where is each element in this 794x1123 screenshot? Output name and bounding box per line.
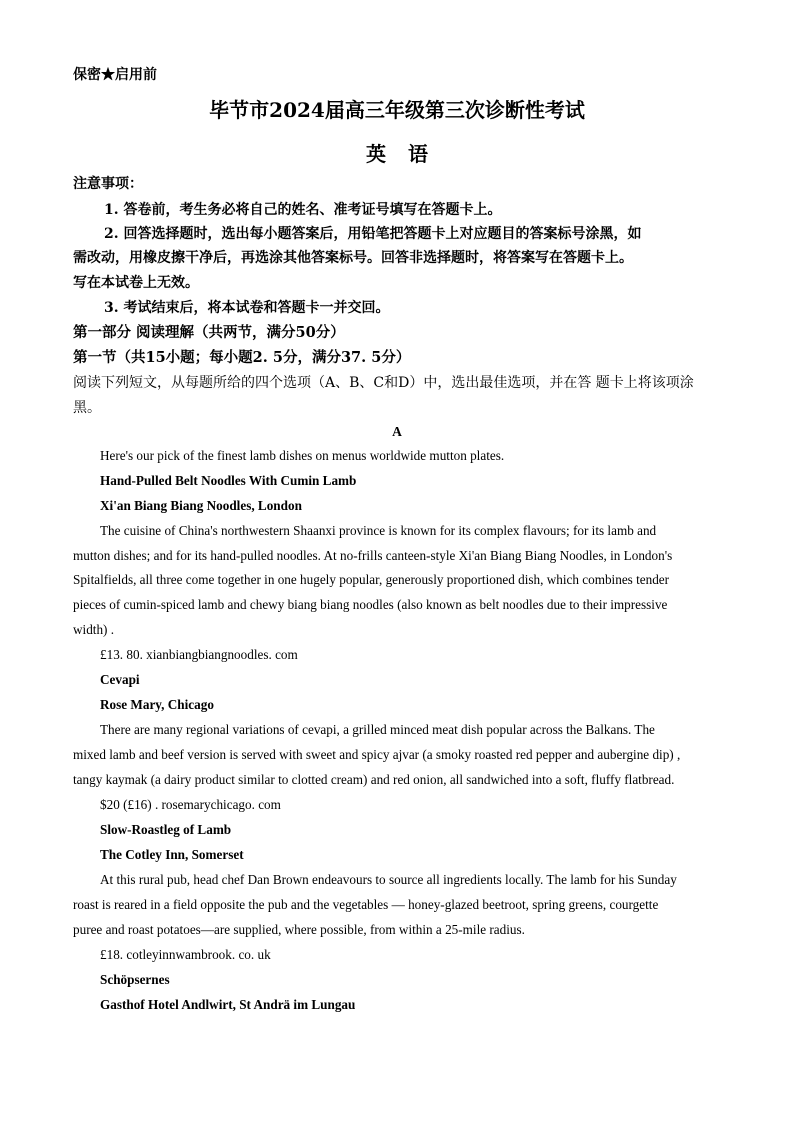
dish-3-price: £18. cotleyinnwambrook. co. uk: [100, 947, 271, 962]
dish-1-price: £13. 80. xianbiangbiangnoodles. com: [100, 647, 298, 662]
section-heading: 第一节（共15小题；每小题2. 5分，满分37. 5分）: [73, 349, 411, 366]
confidential-label: 保密★启用前: [73, 67, 157, 83]
dish-3-text-line-2: roast is reared in a field opposite the pub and the vegetables — honey-glazed beetroot, spring greens, courgette: [73, 897, 659, 912]
dish-4-name: Schöpsernes: [100, 972, 170, 987]
notice-item-2-line-2: 需改动，用橡皮擦干净后，再选涂其他答案标号。回答非选择题时，将答案写在答题卡上。: [73, 250, 633, 266]
dish-1-name: Hand-Pulled Belt Noodles With Cumin Lamb: [100, 473, 357, 488]
dish-1-text-line-2: mutton dishes; and for its hand-pulled noodles. At no-frills canteen-style Xi'an Biang Biang Noodles, in London's: [73, 548, 673, 563]
instruction-line-1: 阅读下列短文，从每题所给的四个选项（A、B、C和D）中，选出最佳选项，并在答 题卡上将该项涂: [73, 375, 694, 391]
dish-2-text-line-1: There are many regional variations of cevapi, a grilled minced meat dish popular across the Balkans. The: [100, 722, 655, 737]
passage-letter: A: [392, 424, 402, 439]
exam-title: 毕节市2024届高三年级第三次诊断性考试: [209, 98, 585, 122]
dish-1-text-line-4: pieces of cumin-spiced lamb and chewy biang biang noodles (also known as belt noodles due to their impressive: [73, 597, 668, 612]
notice-item-1: 1. 答卷前，考生务必将自己的姓名、准考证号填写在答题卡上。: [104, 202, 502, 218]
passage-intro: Here's our pick of the finest lamb dishes on menus worldwide mutton plates.: [100, 448, 505, 463]
notice-heading: 注意事项：: [73, 176, 143, 192]
part-heading: 第一部分 阅读理解（共两节，满分50分）: [73, 324, 345, 341]
dish-1-text-line-5: width) .: [73, 622, 115, 637]
dish-3-name: Slow-Roastleg of Lamb: [100, 822, 232, 837]
dish-3-place: The Cotley Inn, Somerset: [100, 847, 244, 862]
dish-2-text-line-2: mixed lamb and beef version is served with sweet and spicy ajvar (a smoky roasted red pepper and aubergine dip) ,: [73, 747, 681, 762]
subject-title: 英语: [366, 142, 450, 166]
dish-1-text-line-1: The cuisine of China's northwestern Shaanxi province is known for its complex flavours; for its lamb and: [100, 523, 657, 538]
notice-item-3: 3. 考试结束后，将本试卷和答题卡一并交回。: [104, 300, 390, 316]
notice-item-2-line-1: 2. 回答选择题时，选出每小题答案后，用铅笔把答题卡上对应题目的答案标号涂黑，如: [104, 226, 642, 242]
dish-2-text-line-3: tangy kaymak (a dairy product similar to clotted cream) and red onion, all sandwiched into a soft, fluffy flatbread.: [73, 772, 675, 787]
dish-4-place: Gasthof Hotel Andlwirt, St Andrä im Lungau: [100, 997, 356, 1012]
dish-1-place: Xi'an Biang Biang Noodles, London: [100, 498, 302, 513]
dish-3-text-line-1: At this rural pub, head chef Dan Brown endeavours to source all ingredients locally. The lamb for his Sunday: [100, 872, 677, 887]
dish-2-place: Rose Mary, Chicago: [100, 697, 214, 712]
dish-3-text-line-3: puree and roast potatoes—are supplied, where possible, from within a 25-mile radius.: [73, 922, 525, 937]
notice-item-2-line-3: 写在本试卷上无效。: [73, 275, 199, 291]
instruction-line-2: 黑。: [73, 400, 101, 416]
dish-1-text-line-3: Spitalfields, all three come together in one hugely popular, generously proportioned dish, which combines tender: [73, 572, 670, 587]
dish-2-price: $20 (£16) . rosemarychicago. com: [100, 797, 281, 812]
dish-2-name: Cevapi: [100, 672, 140, 687]
